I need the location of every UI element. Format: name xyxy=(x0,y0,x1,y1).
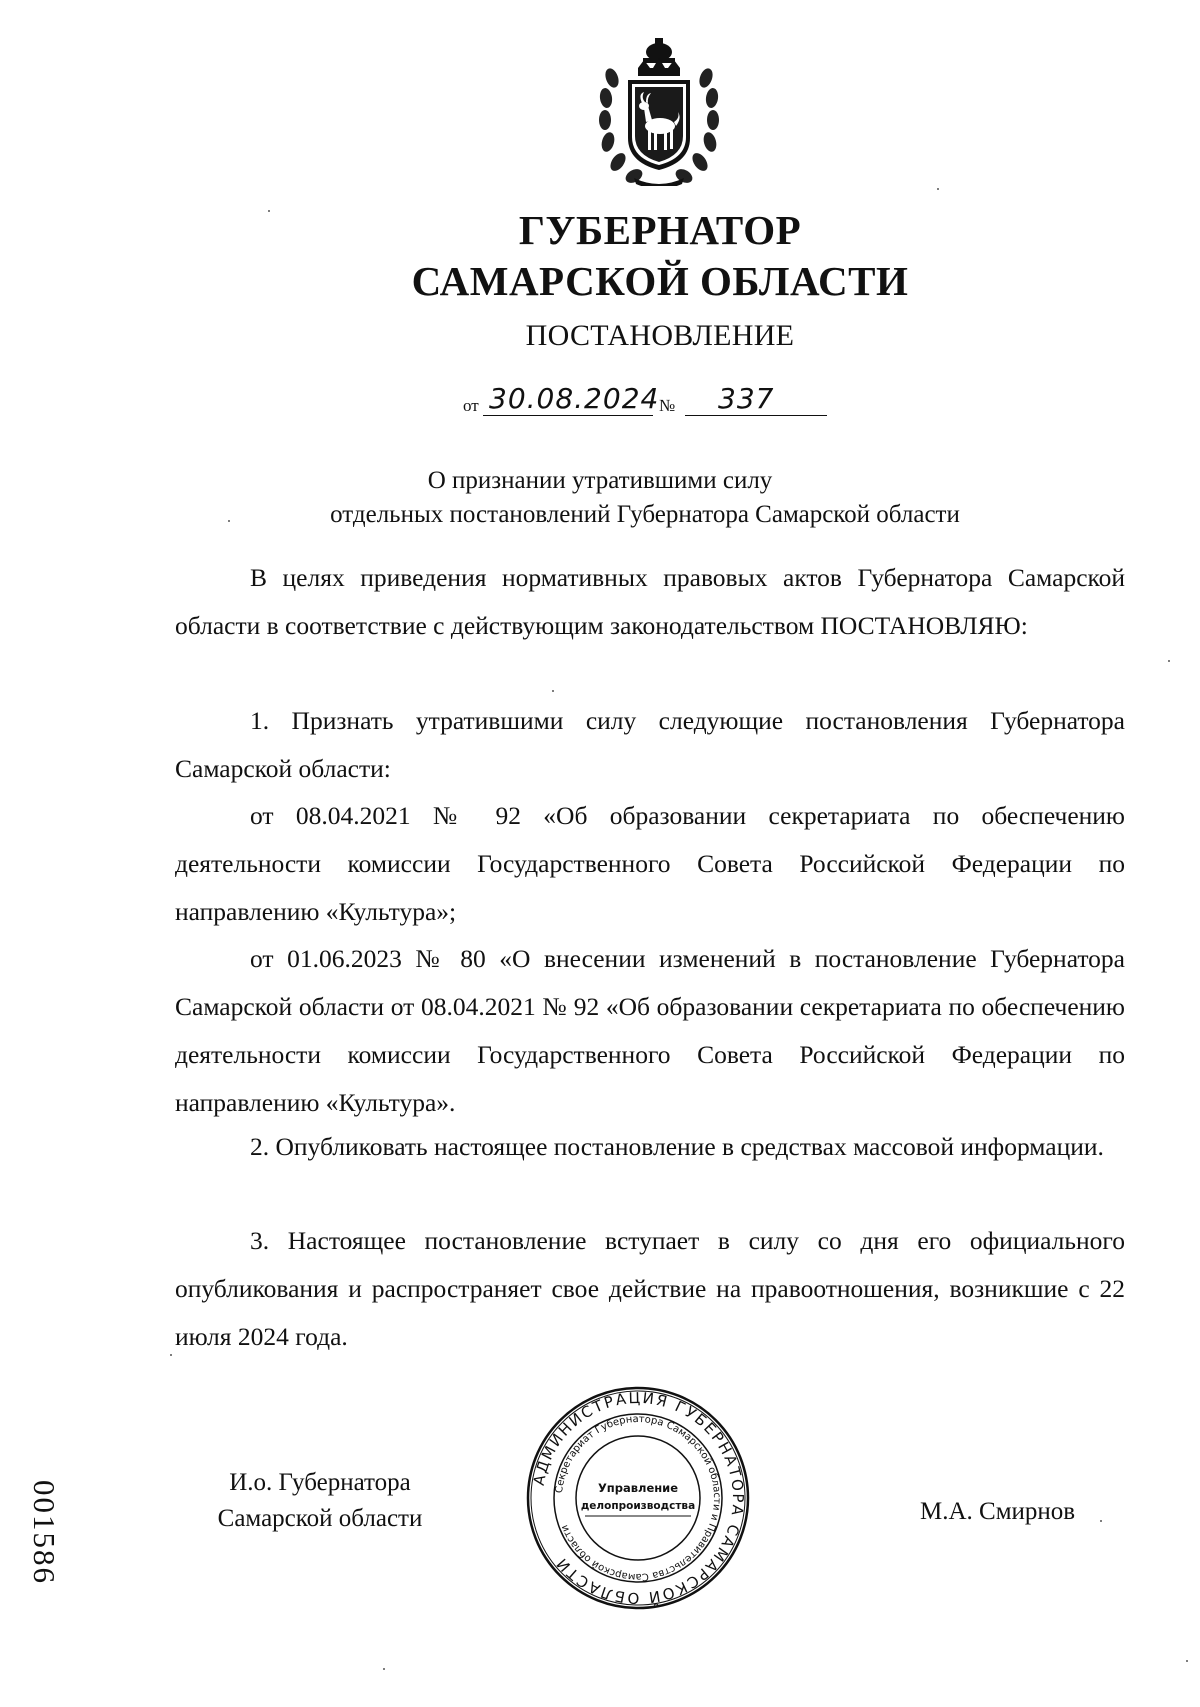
handwritten-number: 337 xyxy=(718,382,775,415)
date-number-line xyxy=(463,382,863,422)
date-underline xyxy=(483,415,653,416)
document-type: ПОСТАНОВЛЕНИЕ xyxy=(525,319,795,352)
registration-number: 001586 xyxy=(27,1480,62,1585)
subject-line1: О признании утратившими силу xyxy=(427,467,773,494)
scan-speck xyxy=(1168,660,1170,662)
signatory-position-line2: Самарской области xyxy=(217,1505,423,1532)
clause-3: 3. Настоящее постановление вступает в силу со дня его официального опубликования и распространяет свое действие на правоотношения, возникшие с 22 июля 2024 года. xyxy=(175,1226,1125,1351)
samara-coat-of-arms-icon xyxy=(594,38,724,186)
preamble-paragraph: В целях приведения нормативных правовых актов Губернатора Самарской области в соответствие с действующим законодательством ПОСТАНОВЛЯЮ: xyxy=(175,563,1125,640)
official-stamp xyxy=(525,1382,751,1614)
stamp-center-line2: делопроизводства xyxy=(580,1500,696,1512)
scan-speck xyxy=(268,210,270,212)
signatory-position xyxy=(190,1465,450,1537)
clause-1: 1. Признать утратившими силу следующие постановления Губернатора Самарской области: xyxy=(175,706,1125,783)
scan-speck xyxy=(1100,1520,1102,1522)
handwritten-date: 30.08.2024 xyxy=(489,382,660,415)
issuer-title-line2: САМАРСКОЙ ОБЛАСТИ xyxy=(411,258,909,304)
clause-1-item-2: от 01.06.2023 № 80 «О внесении изменений в постановление Губернатора Самарской области от 08.04.2021 № 92 «Об образовании секретариата по обеспечению деятельности комиссии Государственного Совета Российской Федерации по направлению «Культура». xyxy=(175,944,1125,1117)
signatory-name: М.А. Смирнов xyxy=(920,1498,1076,1525)
date-prefix: от xyxy=(463,396,479,415)
clause-1-item-1: от 08.04.2021 № 92 «Об образовании секретариата по обеспечению деятельности комиссии Государственного Совета Российской Федерации по направлению «Культура»; xyxy=(175,801,1125,926)
scan-speck xyxy=(937,188,939,190)
number-underline xyxy=(685,415,827,416)
scan-speck xyxy=(228,520,230,522)
scan-speck xyxy=(552,690,554,692)
stamp-center-line1: Управление xyxy=(597,1481,679,1495)
scan-speck xyxy=(1186,1660,1188,1662)
signatory-position-line1: И.о. Губернатора xyxy=(229,1469,411,1496)
stamp-outer-text: АДМИНИСТРАЦИЯ ГУБЕРНАТОРА САМАРСКОЙ ОБЛАСТИ xyxy=(529,1388,748,1608)
subject-line2: отдельных постановлений Губернатора Самарской области xyxy=(330,501,960,528)
issuer-title-line1: ГУБЕРНАТОР xyxy=(518,207,802,253)
scan-speck xyxy=(170,1354,172,1356)
stamp-inner-text: Секретариат Губернатора Самарской области и Правительства Самарской области xyxy=(554,1413,723,1583)
number-prefix: № xyxy=(659,396,676,415)
scan-speck xyxy=(383,1668,385,1670)
clause-2: 2. Опубликовать настоящее постановление в средствах массовой информации. xyxy=(250,1132,1104,1161)
